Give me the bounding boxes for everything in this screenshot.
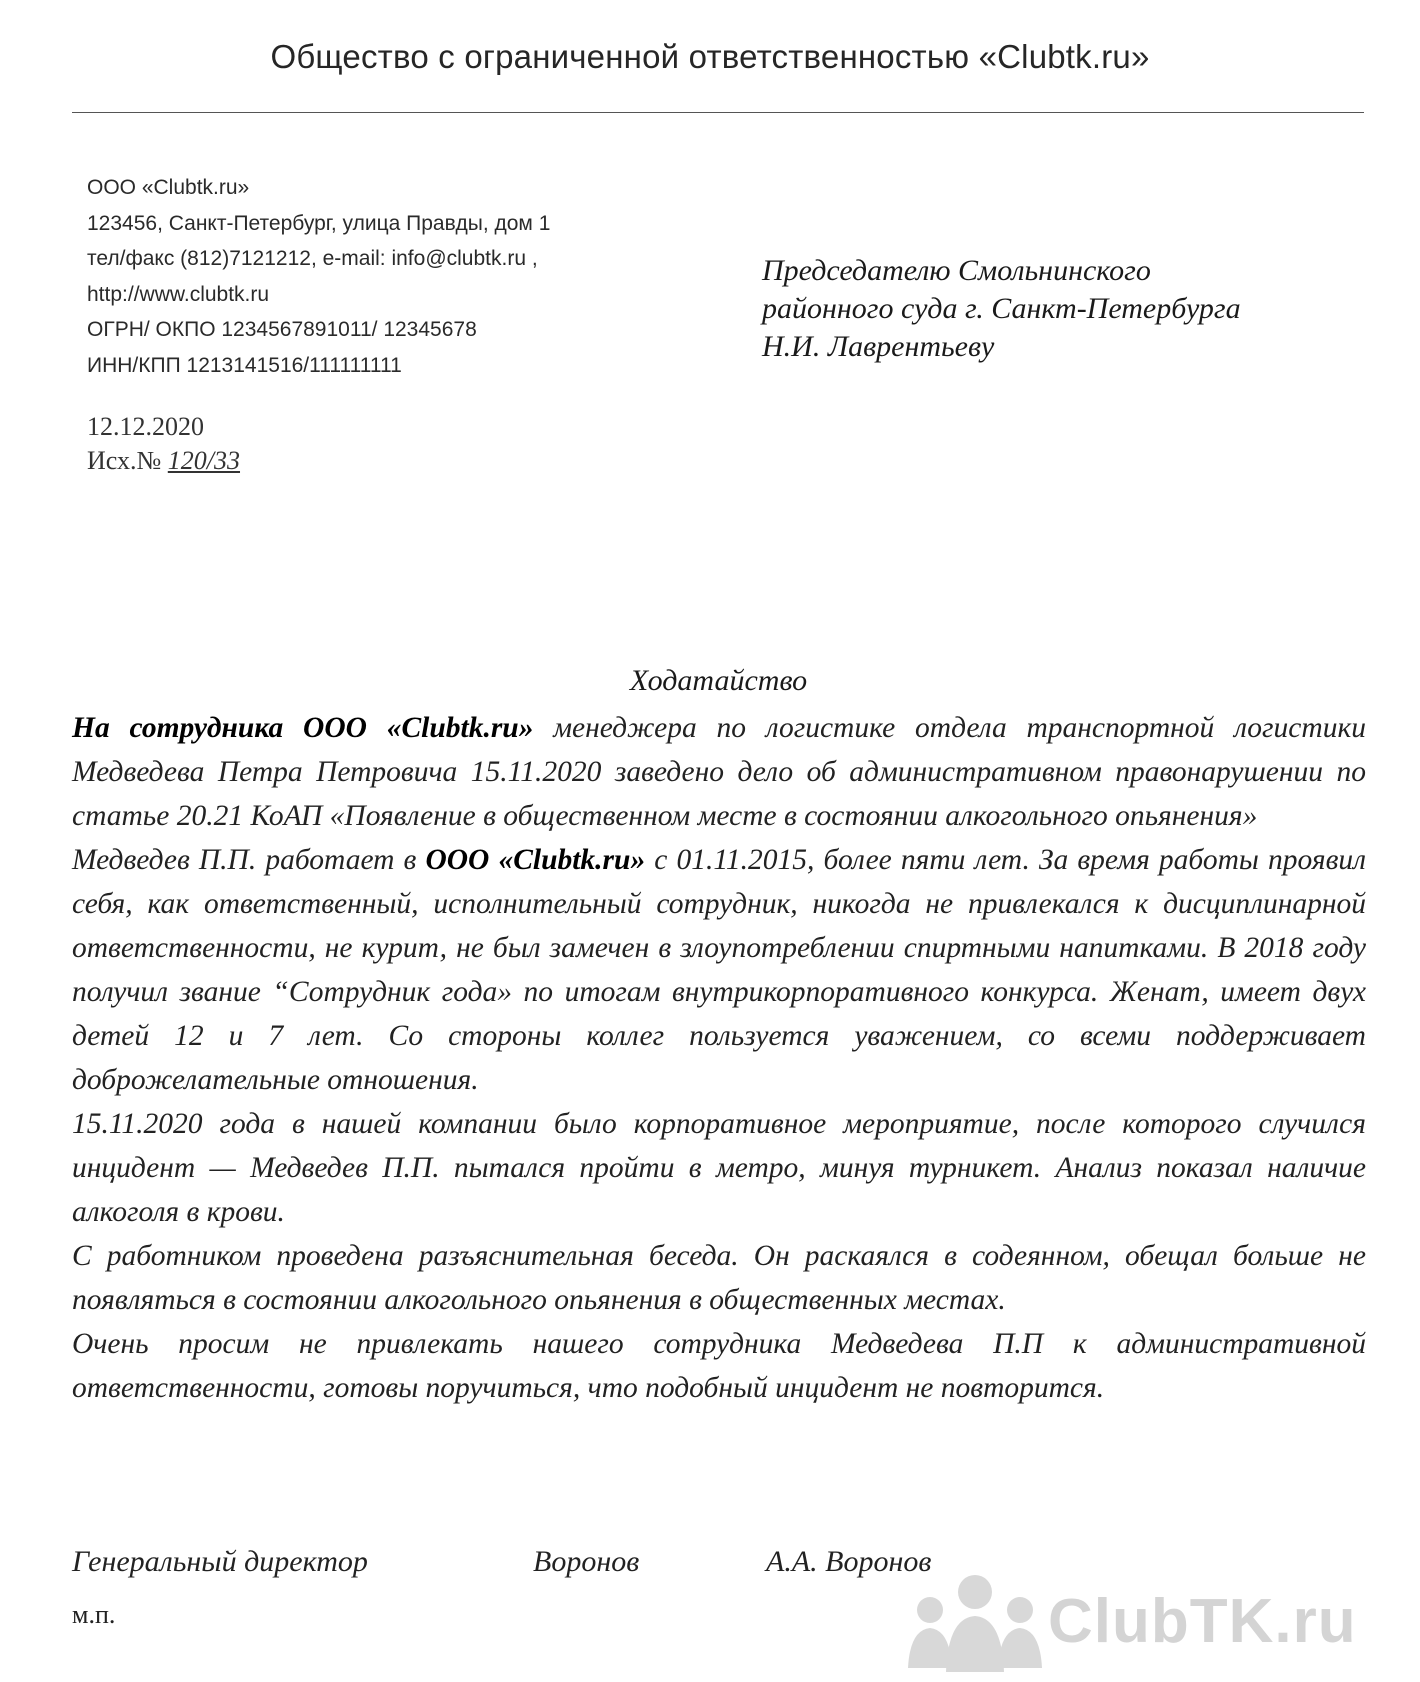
- paragraph-lead: На сотрудника ООО «Clubtk.ru»: [72, 712, 534, 744]
- watermark-text: ClubTK.ru: [1048, 1587, 1357, 1656]
- signer-name: А.А. Воронов: [766, 1545, 932, 1578]
- sender-ogrn-okpo: ОГРН/ ОКПО 1234567891011/ 12345678: [87, 318, 477, 341]
- paragraph-text: Медведев П.П. работает в: [72, 844, 426, 876]
- stamp-place: м.п.: [72, 1600, 116, 1629]
- sender-website: http://www.clubtk.ru: [87, 282, 270, 306]
- addressee-line: Н.И. Лаврентьеву: [762, 330, 995, 363]
- document-body: [72, 706, 1366, 1410]
- sender-details: [87, 170, 550, 383]
- sender-address: 123456, Санкт-Петербург, улица Правды, дом 1: [87, 211, 551, 235]
- outgoing-label: Исх.№: [87, 446, 168, 475]
- paragraph: [72, 706, 1366, 838]
- letterhead-title: Общество с ограниченной ответственностью «Clubtk.ru»: [270, 38, 1150, 75]
- outgoing-number: 120/33: [167, 446, 241, 475]
- document-date: 12.12.2020: [87, 412, 204, 441]
- paragraph: [72, 838, 1366, 1102]
- paragraph-text: менеджера по логистике отдела транспортной логистики Медведева Петра Петровича 15.11.2020 заведено дело об административном правонарушении по статье 20.21 КоАП «Появление в общественном месте в состоянии алкогольного опьянения»: [72, 712, 1366, 832]
- paragraph: Очень просим не привлекать нашего сотрудника Медведева П.П к административной ответственности, готовы поручиться, что подобный инцидент не повторится.: [72, 1328, 1366, 1404]
- addressee-line: Председателю Смольнинского: [762, 254, 1151, 287]
- addressee-block: [762, 252, 1241, 366]
- date-block: [87, 410, 240, 478]
- outgoing-number-line: [87, 444, 240, 478]
- document-title: Ходатайство: [629, 664, 808, 697]
- paragraph: С работником проведена разъяснительная беседа. Он раскаялся в содеянном, обещал больше не появляться в состоянии алкогольного опьянения в общественных местах.: [72, 1240, 1366, 1316]
- signer-position: Генеральный директор: [72, 1545, 368, 1578]
- watermark: [900, 1568, 1400, 1678]
- organization-name: ООО «Clubtk.ru»: [425, 844, 646, 876]
- sender-inn-kpp: ИНН/КПП 1213141516/111111111: [87, 353, 402, 377]
- paragraph-text: с 01.11.2015, более пяти лет. За время работы проявил себя, как ответственный, исполнительный сотрудник, никогда не привлекался к дисциплинарной ответственности, не курит, не был замечен в злоупотреблении спиртными напитками. В 2018 году получил звание “Сотрудник года» по итогам внутрикорпоративного конкурса. Женат, имеет двух детей 12 и 7 лет. Со стороны коллег пользуется уважением, со всеми поддерживает доброжелательные отношения.: [72, 844, 1366, 1096]
- handwritten-signature: Воронов: [533, 1545, 640, 1578]
- people-logo-icon: [900, 1568, 1050, 1678]
- addressee-line: районного суда г. Санкт-Петербурга: [762, 292, 1241, 325]
- sender-contacts: тел/факс (812)7121212, e-mail: info@clubtk.ru ,: [87, 247, 538, 270]
- paragraph: 15.11.2020 года в нашей компании было корпоративное мероприятие, после которого случился инцидент — Медведев П.П. пытался пройти в метро, минуя турникет. Анализ показал наличие алкоголя в крови.: [72, 1108, 1366, 1228]
- sender-company: ООО «Clubtk.ru»: [87, 176, 250, 199]
- letterhead-divider: [72, 112, 1364, 113]
